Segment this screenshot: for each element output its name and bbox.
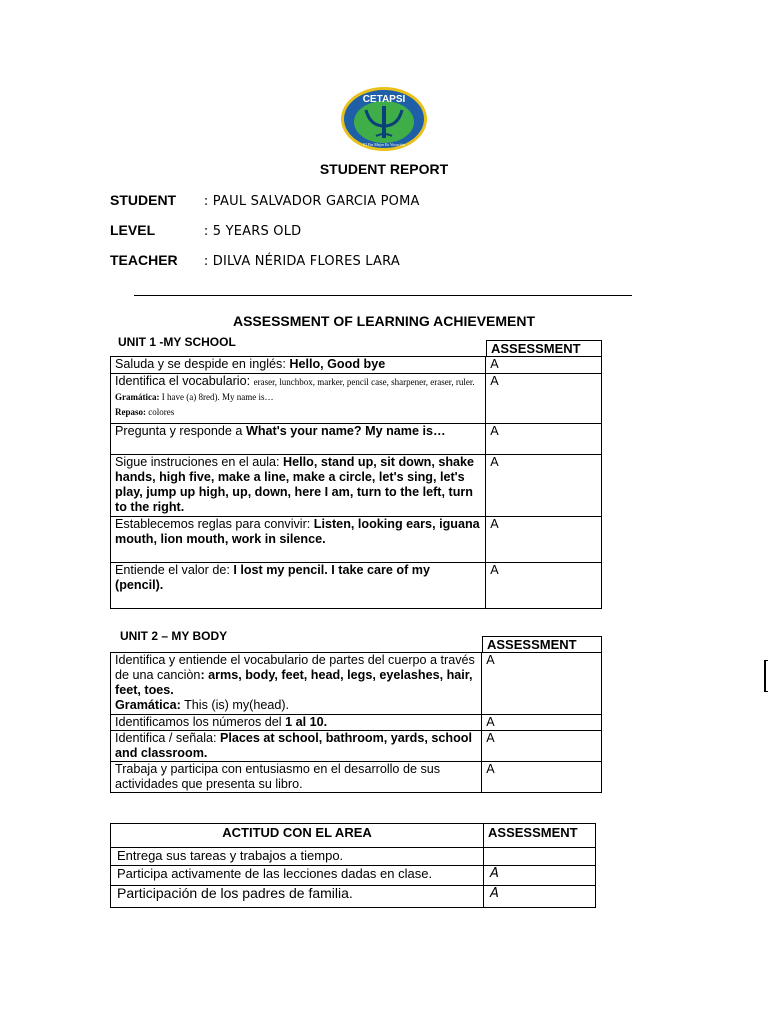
attitude-cell: Participa activamente de las lecciones dadas en clase. xyxy=(111,866,484,886)
assessment-title: ASSESSMENT OF LEARNING ACHIEVEMENT xyxy=(232,313,536,329)
unit1-title: UNIT 1 -MY SCHOOL xyxy=(118,335,236,349)
table-row xyxy=(111,455,602,517)
table-row xyxy=(111,824,596,848)
attitude-table xyxy=(110,823,596,908)
criterion-cell: Sigue instruciones en el aula: Hello, stand up, sit down, shake hands, high five, make a line, make a circle, let's sing, let's play, jump up high, up, down, here I am, turn to the left, turn to the right. xyxy=(111,455,486,517)
grade-cell: A xyxy=(484,866,596,886)
teacher-row xyxy=(110,252,400,269)
unit2-title: UNIT 2 – MY BODY xyxy=(120,629,228,643)
attitude-cell: Entrega sus tareas y trabajos a tiempo. xyxy=(111,848,484,866)
criterion-cell: Establecemos reglas para convivir: Listen, looking ears, iguana mouth, lion mouth, work in silence. xyxy=(111,517,486,563)
unit2-assessment-header xyxy=(482,636,602,653)
table-row xyxy=(111,563,602,609)
attitude-header-left: ACTITUD CON EL AREA xyxy=(111,824,484,848)
criterion-cell: Identifica el vocabulario: eraser, lunchbox, marker, pencil case, sharpener, eraser, ruler. Gramática: I have (a) 8red). My name is… Repaso: colores xyxy=(111,374,486,424)
table-row xyxy=(111,762,602,793)
table-row xyxy=(111,374,602,424)
teacher-value: : DILVA NÉRIDA FLORES LARA xyxy=(203,254,400,269)
grade-cell: A xyxy=(486,357,602,374)
student-row xyxy=(110,192,420,209)
criterion-cell: Identifica y entiende el vocabulario de partes del cuerpo a través de una canciòn: arms, body, feet, head, legs, eyelashes, hair, feet, toes. Gramática: This (is) my(head). xyxy=(111,653,482,715)
table-row xyxy=(111,731,602,762)
level-value: : 5 YEARS OLD xyxy=(203,224,302,239)
logo-text: CETAPSI xyxy=(362,94,406,105)
teacher-label: TEACHER xyxy=(110,252,178,268)
logo-motto: El Fin Mejor Es Vocación xyxy=(363,142,405,147)
unit1-assessment-header xyxy=(486,340,602,357)
table-row xyxy=(111,715,602,731)
cetapsi-logo xyxy=(340,86,428,152)
grade-cell: A xyxy=(486,424,602,455)
table-row xyxy=(111,357,602,374)
criterion-cell: Pregunta y responde a What's your name? My name is… xyxy=(111,424,486,455)
unit1-table xyxy=(110,356,602,609)
grade-cell: A xyxy=(486,455,602,517)
grade-cell: A xyxy=(482,653,602,715)
table-row xyxy=(111,424,602,455)
criterion-cell: Entiende el valor de: I lost my pencil. I take care of my (pencil). xyxy=(111,563,486,609)
table-row xyxy=(111,517,602,563)
grade-cell: A xyxy=(482,731,602,762)
level-row xyxy=(110,222,301,239)
grade-cell xyxy=(484,848,596,866)
table-row xyxy=(111,866,596,886)
grade-cell: A xyxy=(486,517,602,563)
table-row xyxy=(111,653,602,715)
criterion-cell: Saluda y se despide en inglés: Hello, Good bye xyxy=(111,357,486,374)
grade-cell: A xyxy=(484,886,596,908)
level-label: LEVEL xyxy=(110,222,156,238)
criterion-cell: Trabaja y participa con entusiasmo en el desarrollo de sus actividades que presenta su libro. xyxy=(111,762,482,793)
student-value: : PAUL SALVADOR GARCIA POMA xyxy=(203,194,420,209)
attitude-header-right: ASSESSMENT xyxy=(484,824,596,848)
edge-mark xyxy=(764,660,768,692)
table-row xyxy=(111,848,596,866)
unit1-header: ASSESSMENT xyxy=(487,341,602,357)
grade-cell: A xyxy=(486,374,602,424)
unit2-table xyxy=(110,652,602,793)
grade-cell: A xyxy=(486,563,602,609)
divider xyxy=(134,295,632,296)
student-label: STUDENT xyxy=(110,192,177,208)
table-row xyxy=(111,886,596,908)
grade-cell: A xyxy=(482,762,602,793)
criterion-cell: Identifica / señala: Places at school, bathroom, yards, school and classroom. xyxy=(111,731,482,762)
report-title: STUDENT REPORT xyxy=(319,161,449,177)
criterion-cell: Identificamos los números del 1 al 10. xyxy=(111,715,482,731)
unit2-header: ASSESSMENT xyxy=(483,637,602,653)
grade-cell: A xyxy=(482,715,602,731)
attitude-cell: Participación de los padres de familia. xyxy=(111,886,484,908)
